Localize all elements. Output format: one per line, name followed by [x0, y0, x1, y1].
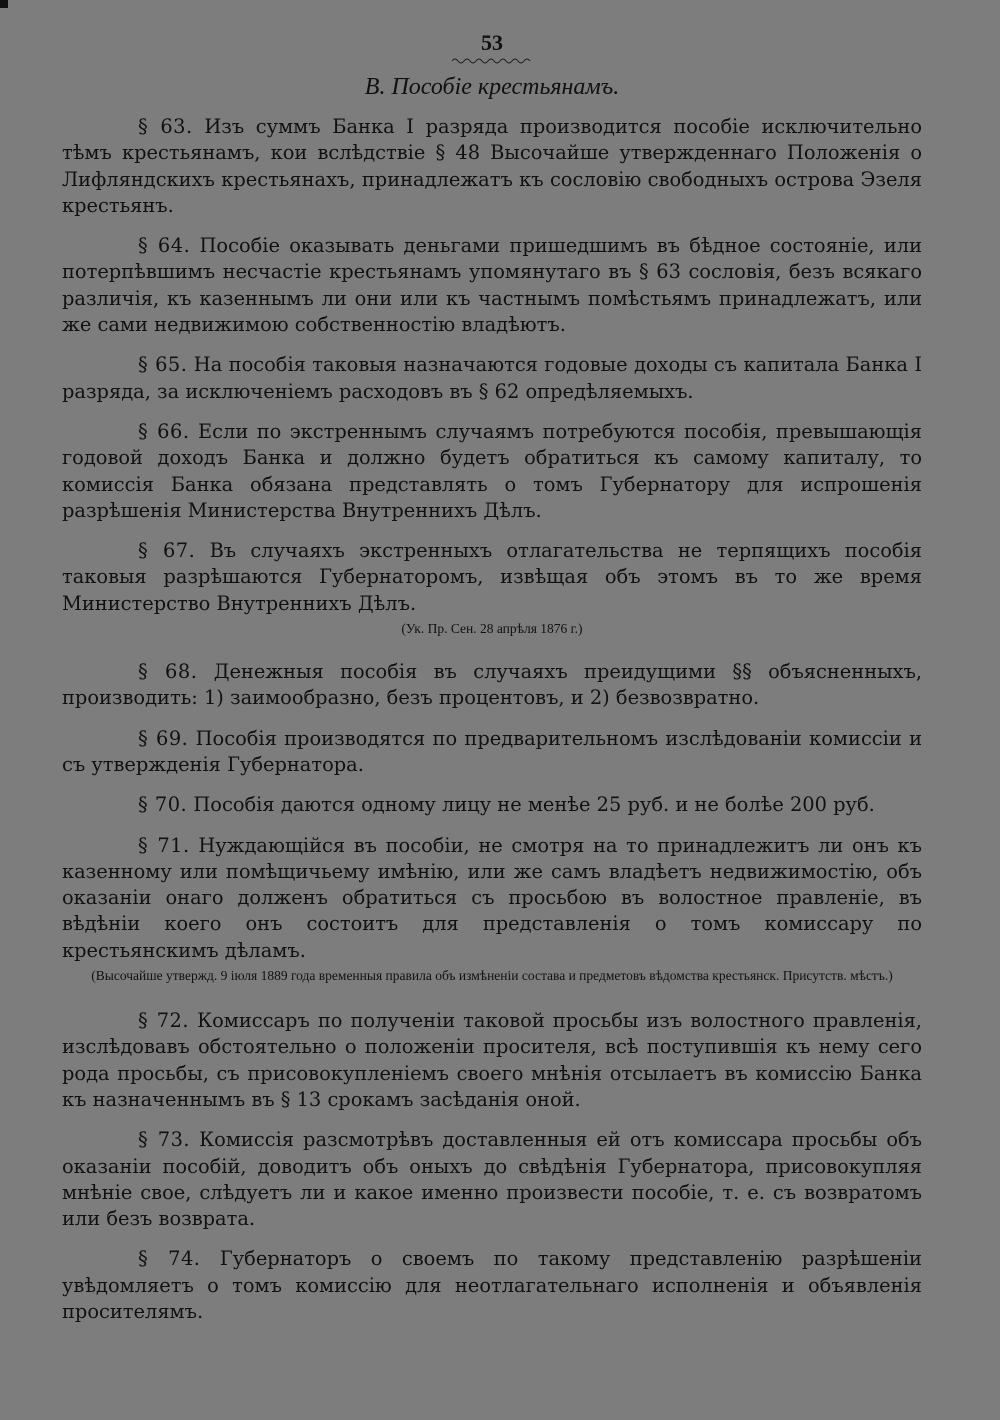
- paragraph-68: [62, 659, 922, 712]
- section-sign: § 64.: [138, 234, 191, 258]
- paragraph-text: Пособія производятся по предварительномъ изслѣдованіи комиссіи и съ утвержденія Губернатора.: [62, 726, 922, 776]
- paragraph-text: Изъ суммъ Банка I разряда производится пособіе исключительно тѣмъ крестьянамъ, кои вслѣдствіе § 48 Высочайше утвержденнаго Положенія о Лифляндскихъ крестьянахъ, принадлежатъ къ сословію свободныхъ острова Эзеля крестьянъ.: [62, 115, 922, 217]
- paragraph-text: Губернаторъ о своемъ по такому представленію разрѣшеніи увѣдомляетъ о томъ комиссію для неотлагательнаго исполненія и объявленія просителямъ.: [62, 1247, 922, 1323]
- wavy-ornament-icon: [451, 56, 533, 66]
- paragraph-text: Денежныя пособія въ случаяхъ преидущими §§ объясненныхъ, производить: 1) заимообразно, безъ процентовъ, и 2) безвозвратно.: [62, 660, 922, 710]
- section-sign: § 66.: [138, 419, 190, 443]
- section-sign: § 63.: [138, 115, 193, 138]
- paragraph-66: [62, 419, 922, 524]
- paragraph-63: [62, 114, 922, 219]
- paragraph-text: Комиссія разсмотрѣвъ доставленныя ей отъ комиссара просьбы объ оказаніи пособій, доводитъ объ оныхъ до свѣдѣнія Губернатора, присовокупляя мнѣніе свое, слѣдуетъ ли и какое именно произвести пособіе, т. е. съ возвратомъ или безъ возврата.: [62, 1128, 923, 1231]
- paragraph-text: Въ случаяхъ экстренныхъ отлагательства не терпящихъ пособія таковыя разрѣшаются Губернаторомъ, извѣщая объ этомъ въ то же время Министерство Внутреннихъ Дѣлъ.: [62, 539, 922, 615]
- paragraph-67: [62, 538, 922, 617]
- section-sign: § 69.: [138, 726, 189, 750]
- paragraph-text: Если по экстреннымъ случаямъ потребуются пособія, превышающія годовой доходъ Банка и должно будетъ обратиться къ самому капиталу, то комиссія Банка обязана представлять о томъ Губернатору для испрошенія разрѣшенія Министерства Внутреннихъ Дѣлъ.: [62, 419, 922, 522]
- section-sign: § 74.: [138, 1247, 201, 1271]
- paragraph-text: На пособія таковыя назначаются годовые доходы съ капитала Банка I разряда, за исключеніемъ расходовъ въ § 62 опредѣляемыхъ.: [62, 353, 922, 403]
- paragraph-text: Комиссаръ по полученіи таковой просьбы изъ волостного правленія, изслѣдовавъ обстоятельно о положеніи просителя, всѣ поступившія къ нему сего рода просьбы, съ присовокупленіемъ своего мнѣнія отсылаетъ въ комиссію Банка къ назначеннымъ въ § 13 срокамъ засѣданія оной.: [62, 1009, 922, 1111]
- paragraph-72: [62, 1008, 922, 1113]
- page-number: 53: [481, 30, 503, 55]
- paragraph-text: Пособіе оказывать деньгами пришедшимъ въ бѣдное состояніе, или потерпѣвшимъ несчастіе крестьянамъ упомянутаго въ § 63 сословія, безъ всякаго различія, къ казеннымъ ли они или къ частнымъ помѣстьямъ принадлежатъ, или же сами недвижимою собственностію владѣютъ.: [62, 234, 922, 337]
- section-sign: § 67.: [138, 539, 196, 563]
- paragraph-73: [62, 1127, 922, 1232]
- paragraph-text: Пособія даются одному лицу не менѣе 25 руб. и не болѣе 200 руб.: [193, 793, 875, 817]
- section-sign: § 71.: [138, 833, 190, 857]
- section-sign: § 65.: [138, 353, 188, 377]
- paragraph-70: [62, 792, 922, 818]
- paragraph-71: [62, 833, 922, 964]
- paragraph-64: [62, 233, 922, 338]
- section-title: В. Пособіе крестьянамъ.: [364, 74, 620, 100]
- paragraph-74: [62, 1246, 922, 1325]
- paragraph-text: Нуждающійся въ пособіи, не смотря на то принадлежитъ ли онъ къ казенному или помѣщичьему имѣнію, или же самъ владѣетъ недвижимостію, объ оказаніи онаго долженъ обратиться съ просьбою въ волостное правленіе, въ вѣдѣніи коего онъ состоитъ для представленія о томъ комиссару по крестьянскимъ дѣламъ.: [62, 833, 922, 962]
- section-sign: § 68.: [138, 660, 198, 684]
- source-citation: (Ук. Пр. Сен. 28 апрѣля 1876 г.): [401, 621, 583, 637]
- source-citation: (Высочайше утвержд. 9 іюля 1889 года временныя правила объ измѣненіи состава и предметовъ вѣдомства крестьянск. Присутств. мѣстъ.): [91, 968, 893, 984]
- paragraph-69: [62, 726, 922, 779]
- section-sign: § 73.: [138, 1128, 191, 1152]
- section-sign: § 72.: [138, 1009, 190, 1033]
- paragraph-65: [62, 352, 922, 405]
- document-page: [62, 30, 922, 1339]
- section-sign: § 70.: [138, 793, 188, 817]
- scan-corner-mark: [0, 0, 8, 8]
